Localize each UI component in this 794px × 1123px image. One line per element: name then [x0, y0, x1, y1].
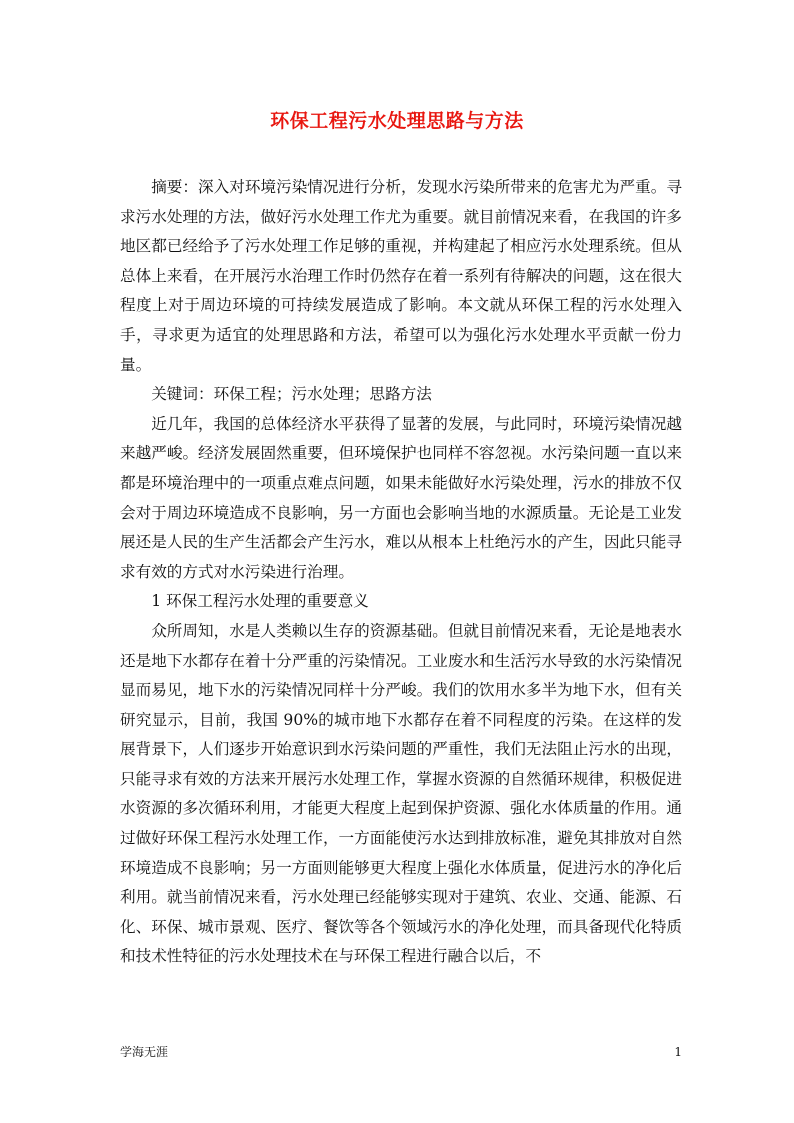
document-title: 环保工程污水处理思路与方法: [270, 110, 524, 132]
abstract-paragraph: 摘要：深入对环境污染情况进行分析，发现水污染所带来的危害尤为严重。寻求污水处理的方法，做好污水处理工作尤为重要。就目前情况来看，在我国的许多地区都已经给予了污水处理工作足够的重视，并构建起了相应污水处理系统。但从总体上来看，在开展污水治理工作时仍然存在着一系列有待解决的问题，这在很大程度上对于周边环境的可持续发展造成了影响。本文就从环保工程的污水处理入手，寻求更为适宜的处理思路和方法，希望可以为强化污水处理水平贡献一份力量。: [120, 178, 682, 374]
footer-text: 学海无涯: [120, 1045, 169, 1059]
section-paragraph: 众所周知，水是人类赖以生存的资源基础。但就目前情况来看，无论是地表水还是地下水都存在着十分严重的污染情况。工业废水和生活污水导致的水污染情况显而易见，地下水的污染情况同样十分严峻。我们的饮用水多半为地下水，但有关研究显示，目前，我国 90%的城市地下水都存在着不同程度的污染。在这样的发展背景下，人们逐步开始意识到水污染问题的严重性，我们无法阻止污水的出现，只能寻求有效的方法来开展污水处理工作，掌握水资源的自然循环规律，积极促进水资源的多次循环利用，才能更大程度上起到保护资源、强化水体质量的作用。通过做好环保工程污水处理工作，一方面能使污水达到排放标准，避免其排放对自然环境造成不良影响；另一方面则能够更大程度上强化水体质量，促进污水的净化后利用。就当前情况来看，污水处理已经能够实现对于建筑、农业、交通、能源、石化、环保、城市景观、医疗、餐饮等各个领域污水的净化处理，而具备现代化特质和技术性特征的污水处理技术在与环保工程进行融合以后，不: [120, 621, 682, 966]
section-heading: 1 环保工程污水处理的重要意义: [151, 592, 369, 611]
document-body: [120, 173, 682, 972]
intro-paragraph: 近几年，我国的总体经济水平获得了显著的发展，与此同时，环境污染情况越来越严峻。经济发展固然重要，但环境保护也同样不容忽视。水污染问题一直以来都是环境治理中的一项重点难点问题，如果未能做好水污染处理，污水的排放不仅会对于周边环境造成不良影响，另一方面也会影响当地的水源质量。无论是工业发展还是人民的生产生活都会产生污水，难以从根本上杜绝污水的产生，因此只能寻求有效的方式对水污染进行治理。: [120, 414, 682, 581]
page-number: 1: [674, 1045, 682, 1059]
keywords-paragraph: 关键词：环保工程；污水处理；思路方法: [151, 385, 432, 404]
